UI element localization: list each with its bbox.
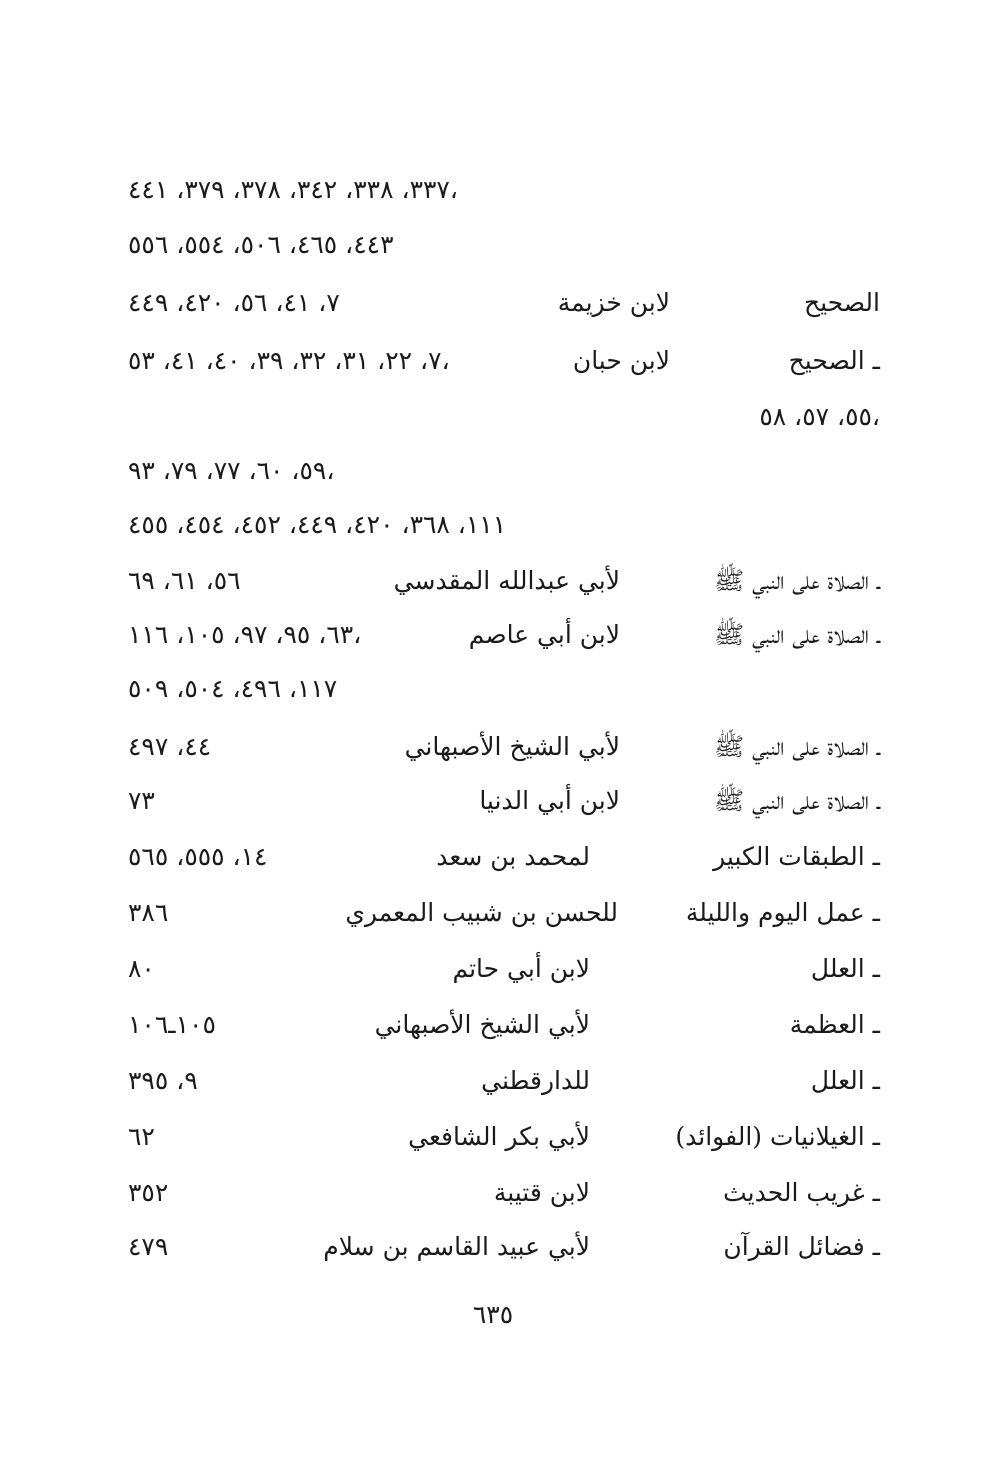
index-entry [128, 1000, 880, 1050]
book-title: ـ عمل اليوم والليلة [685, 898, 880, 927]
page-refs: ٩، ٣٩٥ [128, 1066, 198, 1095]
page-refs: ٥٦، ٦١، ٦٩ [128, 566, 241, 595]
book-author: لأبي الشيخ الأصبهاني [404, 732, 620, 761]
pages-continuation: ١١١، ٣٦٨، ٤٢٠، ٤٤٩، ٤٥٢، ٤٥٤، ٤٥٥ [128, 510, 507, 539]
page-refs: ٧، ٤١، ٥٦، ٤٢٠، ٤٤٩ [128, 288, 340, 317]
book-title: ـ العظمة [789, 1010, 880, 1039]
page-refs: ١٠٥ـ١٠٦ [128, 1010, 216, 1039]
index-entry [128, 1168, 880, 1218]
book-title: ـ الطبقات الكبير [713, 842, 880, 871]
page-refs: ١٤، ٥٥٥، ٥٦٥ [128, 842, 268, 871]
book-author: لأبي عبدالله المقدسي [393, 566, 620, 595]
pages-continuation: ١١٧، ٤٩٦، ٥٠٤، ٥٠٩ [128, 674, 338, 703]
page-refs: ٤٤، ٤٩٧ [128, 732, 212, 761]
book-title: ـ فضائل القرآن [723, 1232, 880, 1261]
pages-continuation: ٥٩، ٦٠، ٧٧، ٧٩، ٩٣، [128, 456, 335, 485]
index-entry [128, 1056, 880, 1106]
book-author: لابن قتيبة [493, 1178, 590, 1207]
index-entry [128, 610, 880, 660]
book-author: لابن أبي عاصم [468, 620, 620, 649]
book-author: لأبي بكر الشافعي [408, 1122, 590, 1151]
index-entry [128, 1112, 880, 1162]
book-title: ـ الصلاة على النبي ﷺ [713, 620, 880, 649]
book-title: ـ الصلاة على النبي ﷺ [713, 786, 880, 815]
book-author: لابن أبي حاتم [452, 954, 590, 983]
pages-continuation: ٤٤٣، ٤٦٥، ٥٠٦، ٥٥٤، ٥٥٦ [128, 230, 394, 259]
book-author: لمحمد بن سعد [436, 842, 590, 871]
index-entry [128, 1222, 880, 1272]
index-entry [128, 888, 880, 938]
book-title: ـ الصحيح [788, 346, 880, 375]
page-refs: ٧٣ [128, 786, 155, 815]
book-title: ـ الصلاة على النبي ﷺ [713, 566, 880, 595]
index-entry [128, 944, 880, 994]
index-entry [128, 336, 880, 386]
pages-continuation: ٣٣٧، ٣٣٨، ٣٤٢، ٣٧٨، ٣٧٩، ٤٤١، [128, 175, 458, 204]
page-refs: ٤٧٩ [128, 1232, 169, 1261]
book-title: الصحيح [803, 288, 880, 317]
book-title: ـ الصلاة على النبي ﷺ [713, 732, 880, 761]
page-refs: ٣٨٦ [128, 898, 169, 927]
book-author: لابن حبان [572, 346, 670, 375]
index-entry [128, 832, 880, 882]
page-refs: ٦٢ [128, 1122, 155, 1151]
book-author: لابن أبي الدنيا [479, 786, 620, 815]
page-refs: ٨٠ [128, 954, 155, 983]
book-author: لأبي عبيد القاسم بن سلام [323, 1232, 590, 1261]
book-title: ـ العلل [810, 954, 880, 983]
page-refs: ٦٣، ٩٥، ٩٧، ١٠٥، ١١٦، [128, 620, 362, 649]
page-refs: ٧، ٢٢، ٣١، ٣٢، ٣٩، ٤٠، ٤١، ٥٣، [128, 346, 450, 375]
pages-continuation: ٥٥، ٥٧، ٥٨، [759, 402, 880, 431]
book-author: للدارقطني [481, 1066, 590, 1095]
index-entry [128, 278, 880, 328]
book-author: للحسن بن شبيب المعمري [345, 898, 618, 927]
book-title: ـ الغيلانيات (الفوائد) [675, 1122, 880, 1151]
book-author: لابن خزيمة [557, 288, 670, 317]
index-entry [128, 722, 880, 772]
page-refs: ٣٥٢ [128, 1178, 169, 1207]
book-author: لأبي الشيخ الأصبهاني [374, 1010, 590, 1039]
page-number: ٦٣٥ [472, 1300, 514, 1329]
index-entry [128, 556, 880, 606]
index-entry [128, 776, 880, 826]
book-title: ـ العلل [810, 1066, 880, 1095]
book-title: ـ غريب الحديث [723, 1178, 880, 1207]
